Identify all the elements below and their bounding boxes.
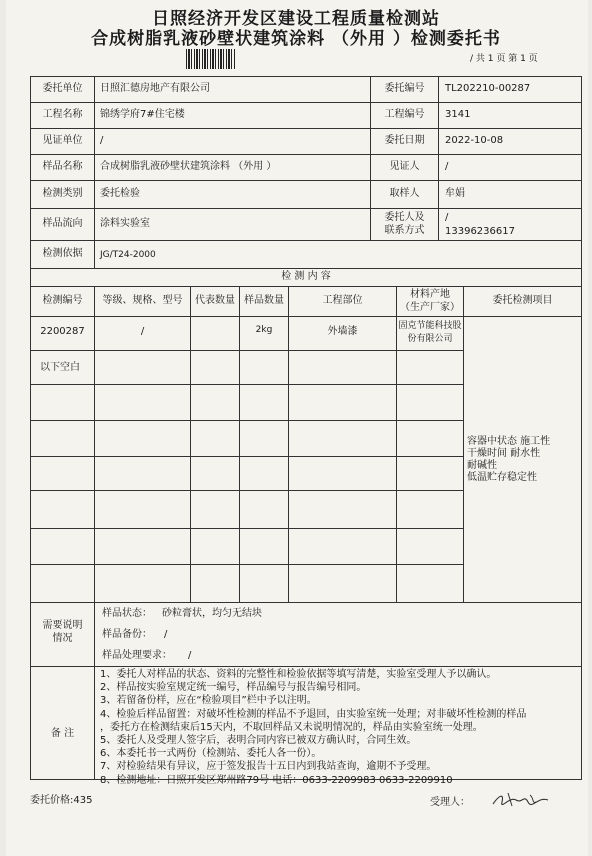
col-header-material-line1: 材料产地 [410, 289, 450, 300]
flow-label: 样品流向 [42, 218, 83, 229]
project-name-label: 工程名称 [42, 109, 83, 120]
project-no-value: 3141 [445, 109, 471, 120]
basis-value: JG/T24-2000 [100, 250, 156, 260]
cell-part: 外墙漆 [327, 326, 358, 337]
note-line: 5、委托人及受理人签字后，表明合同内容已被双方确认时，合同生效。 [100, 735, 417, 747]
col-header-grade: 等级、规格、型号 [102, 295, 183, 306]
project-name-value: 锦绣学府7#住宅楼 [100, 109, 185, 120]
receiver-label: 受理人： [430, 797, 470, 808]
note-line: 6、本委托书一式两份（检测站、委托人各一份）。 [100, 748, 322, 760]
witness-value: / [445, 161, 449, 172]
remarks-label-line2: 情况 [52, 633, 73, 644]
contact-label-line2: 联系方式 [384, 225, 425, 236]
page-title: 日照经济开发区建设工程质量检测站 [152, 9, 440, 29]
note-line: 2、样品按实验室规定统一编号，样品编号与报告编号相同。 [100, 682, 367, 694]
cell-grade: / [140, 326, 145, 337]
sample-state-label: 样品状态： [102, 608, 152, 619]
col-header-part: 工程部位 [322, 295, 363, 306]
sample-backup-value: / [164, 629, 168, 640]
client-unit-label: 委托单位 [42, 83, 83, 94]
sample-backup-label: 样品备份： [102, 629, 152, 640]
contact-label-line1: 委托人及 [384, 212, 425, 223]
note-line: 3、若留备份样，应在“检验项目”栏中予以注明。 [100, 695, 317, 707]
note-line: 1、委托人对样品的状态、资料的完整性和检验依据等填写清楚，实验室受理人予以确认。 [100, 669, 497, 680]
col-header-items: 委托检测项目 [492, 295, 553, 306]
cell-maker-line2: 份有限公司 [407, 334, 453, 344]
sample-state-value: 砂粒膏状，均匀无结块 [162, 608, 262, 619]
test-item-line: 容器中状态 施工性 [467, 436, 551, 447]
notes-label: 备 注 [50, 728, 75, 739]
cell-sample-qty: 2kg [255, 325, 273, 335]
notes-list [100, 668, 580, 787]
test-item-line: 干燥时间 耐水性 [467, 448, 541, 459]
entrust-no-value: TL202210-00287 [445, 83, 531, 94]
witness-unit-label: 见证单位 [42, 135, 83, 146]
barcode-image [186, 49, 236, 69]
basis-label: 检测依据 [42, 248, 83, 259]
form-title: 合成树脂乳液砂壁状建筑涂料 （外用 ）检测委托书 [91, 29, 501, 49]
contact-phone-value: 13396236617 [445, 226, 515, 237]
test-item-line: 耐碱性 [467, 460, 497, 471]
blank-note: 以下空白 [40, 362, 80, 373]
cell-maker-line1: 固克节能科技股 [398, 321, 462, 331]
entrust-date-value: 2022-10-08 [445, 135, 504, 146]
content-heading: 检 测 内 容 [281, 271, 331, 282]
price-text: 委托价格:435 [30, 795, 93, 806]
entrust-no-label: 委托编号 [384, 83, 425, 94]
cell-test-no: 2200287 [40, 326, 85, 337]
remarks-label-line1: 需要说明 [42, 620, 83, 631]
client-unit-value: 日照汇德房地产有限公司 [100, 83, 210, 94]
entrust-date-label: 委托日期 [384, 135, 425, 146]
test-item-line: 低温贮存稳定性 [467, 472, 537, 483]
sample-name-value: 合成树脂乳液砂壁状建筑涂料 （外用 ） [100, 161, 277, 172]
col-header-material-line2: （生产厂家） [400, 302, 460, 313]
note-line: ，委托方在检测结束后15天内，不取回样品又未说明情况的，样品由实验室统一处理。 [100, 721, 483, 733]
sampler-label: 取样人 [389, 188, 420, 199]
col-header-rep-qty: 代表数量 [195, 295, 235, 306]
sample-name-label: 样品名称 [42, 161, 83, 172]
witness-label: 见证人 [389, 161, 420, 172]
note-line: 8、检测地址：日照开发区郑州路79号 电话：0633-2209983 0633-2209910 [100, 774, 453, 786]
signature-image [490, 790, 552, 810]
test-type-label: 检测类别 [42, 188, 83, 199]
col-header-sample-qty: 样品数量 [244, 295, 284, 306]
note-line: 4、检验后样品留置：对破坏性检测的样品不予退回，由实验室统一处理；对非破坏性检测的样品 [100, 708, 527, 720]
sample-disposal-value: / [188, 650, 192, 661]
project-no-label: 工程编号 [384, 109, 425, 120]
page-info: / 共 1 页 第 1 页 [470, 54, 538, 64]
flow-value: 涂料实验室 [100, 218, 150, 229]
witness-unit-value: / [100, 135, 104, 146]
contact-name-value: / [445, 212, 449, 223]
sample-disposal-label: 样品处理要求： [102, 650, 172, 661]
sampler-value: 牟娟 [445, 188, 465, 199]
test-type-value: 委托检验 [100, 188, 140, 199]
note-line: 7、对检验结果有异议，应于签发报告十五日内到我站查询，逾期不予受理。 [100, 761, 437, 773]
col-header-test-no: 检测编号 [42, 295, 83, 306]
